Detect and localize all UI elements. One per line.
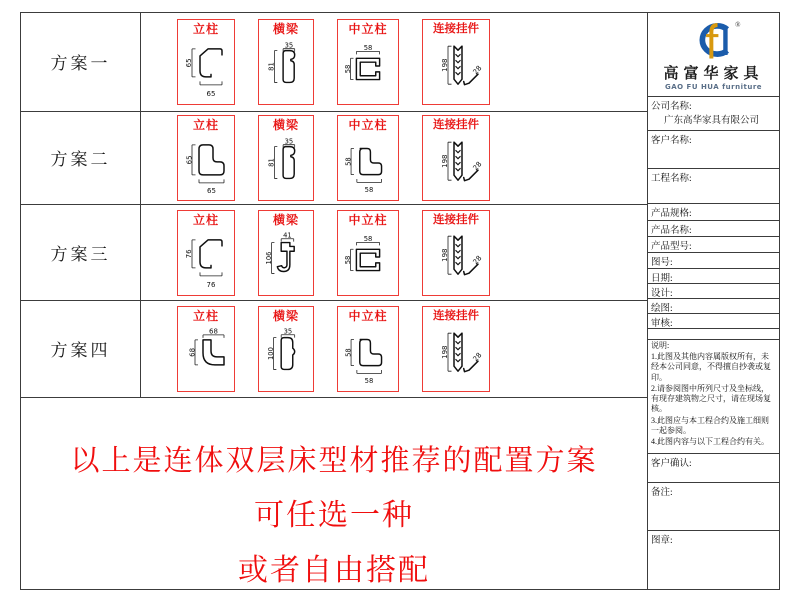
spacer-cell xyxy=(648,329,779,340)
field-check xyxy=(648,314,779,329)
lizhu-profile-drawing xyxy=(178,227,234,295)
dim-label: 58 xyxy=(344,255,353,264)
dim-label: 76 xyxy=(185,249,193,259)
profile-title: 横梁 xyxy=(272,212,299,227)
mid-column-profile-drawing xyxy=(338,227,398,295)
profile-title: 连接挂件 xyxy=(433,118,479,131)
scheme-label: 方案三 xyxy=(21,205,141,300)
dim-label: 35 xyxy=(284,41,294,50)
dim-label: 198 xyxy=(441,345,449,359)
dim-label: 106 xyxy=(265,251,274,265)
field-draft xyxy=(648,299,779,314)
profile-title: 横梁 xyxy=(272,117,299,132)
mid-column-profile-drawing xyxy=(338,132,398,200)
field-label: 工程名称: xyxy=(651,174,692,184)
profile-card xyxy=(177,115,235,201)
brand-subtitle: GAO FU HUA furniture xyxy=(664,83,763,91)
profile-title: 立柱 xyxy=(192,21,219,36)
drawing-sheet xyxy=(20,12,780,590)
field-label: 产品名称: xyxy=(651,226,692,236)
field-label: 产品规格: xyxy=(651,209,692,219)
dim-label: 198 xyxy=(441,58,449,72)
profile-card xyxy=(422,115,490,201)
lizhu-profile-drawing xyxy=(178,323,234,391)
field-date xyxy=(648,269,779,284)
field-label: 绘图: xyxy=(651,304,673,314)
profile-card xyxy=(258,19,314,105)
field-label: 日期: xyxy=(651,274,673,284)
dim-label: 58 xyxy=(344,64,353,74)
profile-title: 连接挂件 xyxy=(433,213,479,226)
beam-profile-drawing xyxy=(259,132,313,200)
scheme-row xyxy=(21,13,647,112)
company-logo-icon xyxy=(685,18,743,62)
profile-card xyxy=(422,306,490,392)
field-product-name xyxy=(648,221,779,237)
scheme-cards xyxy=(141,112,647,204)
scheme-row xyxy=(21,205,647,301)
scheme-cards xyxy=(141,205,647,300)
hanger-profile-drawing xyxy=(423,132,489,200)
field-label: 审核: xyxy=(651,319,673,329)
profile-card xyxy=(337,115,399,201)
profile-title: 立柱 xyxy=(192,212,219,227)
field-project xyxy=(648,169,779,204)
scheme-cards xyxy=(141,13,647,111)
dim-label: 198 xyxy=(441,248,449,263)
recommendation-note xyxy=(21,398,647,589)
field-label: 设计: xyxy=(651,289,673,299)
beam-profile-drawing xyxy=(259,323,313,391)
field-company xyxy=(648,97,779,131)
dim-label: 65 xyxy=(206,90,216,99)
dim-label: 28 xyxy=(471,63,484,76)
profile-title: 中立柱 xyxy=(348,117,388,132)
field-design xyxy=(648,284,779,299)
mid-column-profile-drawing xyxy=(338,36,398,104)
dim-label: 35 xyxy=(283,327,293,336)
note-line: 或者自由搭配 xyxy=(238,553,430,587)
profile-title: 中立柱 xyxy=(348,212,388,227)
dim-label: 58 xyxy=(364,377,374,386)
dim-label: 65 xyxy=(207,187,216,196)
profile-title: 立柱 xyxy=(192,117,219,132)
field-seal xyxy=(648,531,779,589)
dim-label: 58 xyxy=(344,348,353,358)
field-label: 产品型号: xyxy=(651,242,692,252)
profile-card xyxy=(177,19,235,105)
dim-label: 58 xyxy=(344,157,353,167)
note-item: 3.此图应与本工程合约及施工细则一起参阅。 xyxy=(651,415,769,435)
scheme-label: 方案一 xyxy=(21,13,141,111)
dim-label: 68 xyxy=(188,348,197,358)
profile-title: 连接挂件 xyxy=(433,22,479,35)
profile-card xyxy=(337,306,399,392)
notes-cell xyxy=(648,340,779,454)
profile-card xyxy=(258,306,314,392)
schemes-table xyxy=(21,13,648,589)
lizhu-profile-drawing xyxy=(178,132,234,200)
profile-card xyxy=(337,210,399,296)
profile-title: 横梁 xyxy=(272,308,299,323)
profile-title: 横梁 xyxy=(272,21,299,36)
field-label: 客户名称: xyxy=(651,136,692,146)
dim-label: 28 xyxy=(471,254,484,267)
notes-title: 说明: xyxy=(651,341,670,350)
dim-label: 28 xyxy=(471,159,484,172)
dim-label: 28 xyxy=(471,350,484,363)
dim-label: 100 xyxy=(267,347,276,361)
dim-label: 41 xyxy=(283,231,292,240)
note-item: 4.此图内容与以下工程合约有关。 xyxy=(651,437,769,447)
dim-label: 65 xyxy=(185,155,194,165)
title-block xyxy=(648,13,779,589)
scheme-label: 方案四 xyxy=(21,301,141,397)
profile-card xyxy=(422,19,490,105)
logo-cell xyxy=(648,13,779,97)
profile-card xyxy=(177,306,235,392)
profile-title: 立柱 xyxy=(192,308,219,323)
dim-label: 81 xyxy=(267,158,276,167)
scheme-row xyxy=(21,301,647,398)
field-remark xyxy=(648,483,779,531)
dim-label: 58 xyxy=(364,186,374,195)
mid-column-profile-drawing xyxy=(338,323,398,391)
profile-title: 中立柱 xyxy=(348,21,388,36)
field-label: 图号: xyxy=(651,258,673,268)
field-model xyxy=(648,237,779,253)
profile-title: 连接挂件 xyxy=(433,309,479,322)
field-drawing-no xyxy=(648,253,779,269)
dim-label: 76 xyxy=(206,280,216,289)
hanger-profile-drawing xyxy=(423,323,489,391)
hanger-profile-drawing xyxy=(423,36,489,104)
beam-profile-drawing xyxy=(259,36,313,104)
dim-label: 58 xyxy=(363,44,373,53)
scheme-cards xyxy=(141,301,647,397)
scheme-label: 方案二 xyxy=(21,112,141,204)
note-line: 以上是连体双层床型材推荐的配置方案 xyxy=(70,444,598,477)
profile-card xyxy=(422,210,490,296)
scheme-row xyxy=(21,112,647,205)
note-line: 可任选一种 xyxy=(254,498,414,532)
field-customer-confirm xyxy=(648,454,779,483)
profile-card xyxy=(177,210,235,296)
lizhu-profile-drawing xyxy=(178,36,234,104)
hanger-profile-drawing xyxy=(423,226,489,294)
dim-label: 65 xyxy=(185,58,193,68)
field-label: 图章: xyxy=(651,536,673,546)
dim-label: 68 xyxy=(209,327,218,336)
profile-title: 中立柱 xyxy=(348,308,388,323)
field-label: 公司名称: xyxy=(651,102,692,112)
field-spec xyxy=(648,204,779,221)
profile-card xyxy=(258,115,314,201)
field-label: 客户确认: xyxy=(651,459,692,469)
dim-label: 58 xyxy=(363,234,373,243)
dim-label: 81 xyxy=(267,62,276,71)
beam-profile-drawing xyxy=(259,227,313,295)
dim-label: 35 xyxy=(284,137,294,146)
brand-name: 高富华家具 xyxy=(663,66,764,82)
dim-label: 198 xyxy=(441,154,449,168)
note-item: 1.此图及其他内容属版权所有，未经本公司同意，不得擅自抄袭或复印。 xyxy=(651,352,771,382)
note-item: 2.请参阅图中所列尺寸及坐标线，有现存建筑物之尺寸，请在现场复核。 xyxy=(651,383,771,414)
field-value: 广东高华家具有限公司 xyxy=(664,116,760,126)
profile-card xyxy=(337,19,399,105)
registered-mark: ® xyxy=(734,20,740,29)
profile-card xyxy=(258,210,314,296)
field-label: 备注: xyxy=(651,488,673,498)
field-customer xyxy=(648,131,779,169)
